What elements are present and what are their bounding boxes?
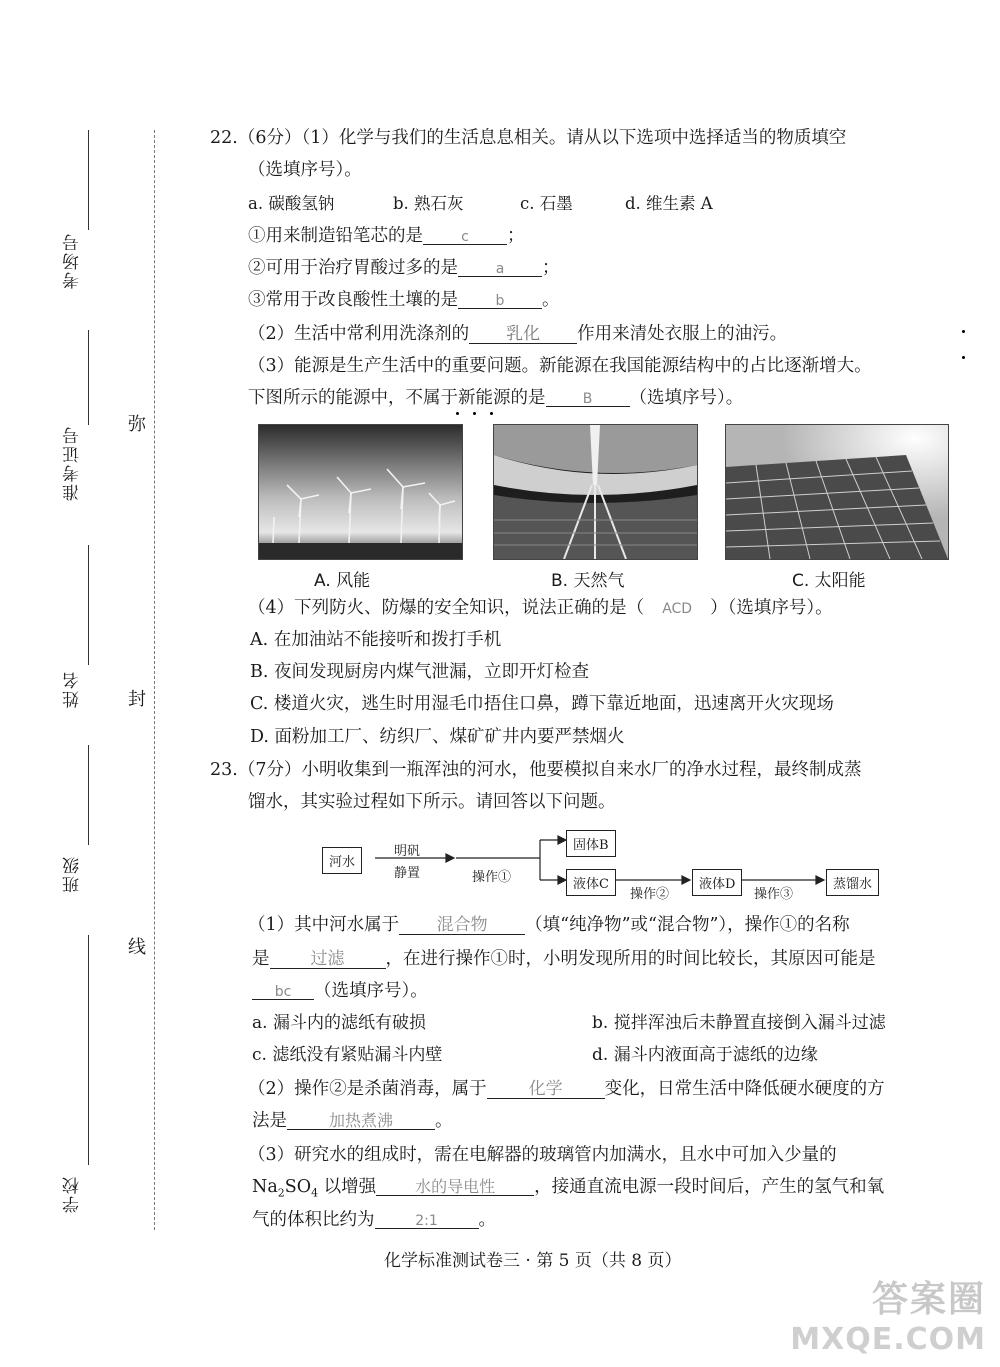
q22-1-item-1-text: ①用来制造铅笔芯的是 (248, 226, 423, 246)
class-line (88, 745, 89, 845)
q23-1c-text-end: （选填序号）。 (314, 981, 428, 1001)
q23-3-line-1: （3）研究水的组成时，需在电解器的玻璃管内加满水，且水中可加入少量的 (248, 1145, 837, 1165)
q22-1-item-2-end: ； (542, 258, 560, 278)
page-footer: 化学标准测试卷三 · 第 5 页（共 8 页） (384, 1251, 682, 1271)
scan-speck (962, 356, 965, 359)
q23-3b-text-end: 。 (478, 1210, 496, 1230)
q23-heading-2: 馏水，其实验过程如下所示。请回答以下问题。 (248, 792, 616, 812)
natural-gas-photo (493, 424, 698, 560)
flow-op1-label: 操作① (472, 870, 512, 885)
q22-option-d: d. 维生素 A (625, 194, 713, 213)
flow-river-water-box: 河水 (322, 847, 362, 874)
q23-option-a: a. 漏斗内的滤纸有破损 (252, 1013, 426, 1033)
flow-solid-b-box: 固体B (566, 830, 616, 857)
seal-char-feng: 封 (128, 689, 146, 710)
flow-op2-label: 操作② (630, 887, 670, 902)
q22-1-item-3-end: 。 (542, 290, 560, 310)
q22-option-b: b. 熟石灰 (393, 194, 464, 213)
school-line (88, 935, 89, 1165)
q22-heading: 22.（6分）（1）化学与我们的生活息息相关。请从以下选项中选择适当的物质填空 (210, 128, 847, 148)
caption-b: B. 天然气 (551, 571, 625, 591)
q23-1-answer[interactable]: 混合物 (399, 917, 525, 935)
caption-c: C. 太阳能 (792, 571, 866, 591)
emphasis-dot (490, 412, 493, 415)
q22-1-item-1-end: ； (507, 226, 525, 246)
name-label: 姓名 (63, 670, 83, 708)
pipeline-image (494, 425, 697, 559)
q23-2b-text: 法是 (252, 1111, 287, 1131)
name-line (88, 545, 89, 665)
q22-4-option-d: D. 面粉加工厂、纺织厂、煤矿矿井内要严禁烟火 (250, 727, 625, 747)
q23-3-answer[interactable]: 水的导电性 (376, 1179, 534, 1196)
q23-heading: 23.（7分）小明收集到一瓶浑浊的河水，他要模拟自来水厂的净水过程，最终制成蒸 (210, 760, 862, 780)
q23-3-formula-na: Na (252, 1177, 278, 1197)
flow-distilled-water-box: 蒸馏水 (826, 869, 879, 896)
q22-4-text: （4）下列防火、防爆的安全知识，说法正确的是（ (248, 598, 645, 618)
scan-speck (962, 330, 965, 333)
q23-2b-answer[interactable]: 加热煮沸 (287, 1113, 435, 1130)
q23-2-line-1 (248, 1081, 885, 1099)
emphasis-dot (456, 412, 459, 415)
q23-option-b: b. 搅拌浑浊后未静置直接倒入漏斗过滤 (592, 1013, 886, 1033)
q22-2 (248, 326, 787, 344)
q23-1-line-1 (248, 917, 850, 935)
flow-liquid-c-box: 液体C (566, 869, 616, 896)
flow-op3-label: 操作③ (754, 887, 794, 902)
q22-1-answer-2[interactable]: a (458, 262, 542, 277)
q22-4-option-a: A. 在加油站不能接听和拨打手机 (250, 630, 502, 650)
q23-1-text-end: （填“纯净物”或“混合物”），操作①的名称 (525, 915, 850, 935)
school-label: 学校 (63, 1175, 83, 1213)
q22-1-item-3-text: ③常用于改良酸性土壤的是 (248, 290, 458, 310)
seal-fold-line (154, 130, 155, 1230)
q22-4-option-b: B. 夜间发现厨房内煤气泄漏，立即开灯检查 (250, 662, 589, 682)
q22-heading-2: （选填序号）。 (248, 160, 362, 180)
q22-1-item-2 (248, 260, 560, 278)
q22-option-c: c. 石墨 (520, 194, 573, 213)
q23-option-c: c. 滤纸没有紧贴漏斗内壁 (252, 1045, 443, 1065)
flow-liquid-d-box: 液体D (692, 869, 742, 896)
watermark-logo (790, 1271, 986, 1357)
q22-1-item-1 (248, 228, 525, 246)
q22-4-option-c: C. 楼道火灾，逃生时用湿毛巾捂住口鼻，蹲下靠近地面，迅速离开火灾现场 (250, 694, 834, 714)
seal-char-mi: 弥 (128, 414, 146, 435)
solar-panel-image (726, 425, 948, 559)
admission-line (88, 330, 89, 425)
q23-1-line-2 (252, 951, 876, 969)
seal-char-xian: 线 (128, 937, 146, 958)
q22-4 (248, 600, 833, 618)
solar-energy-photo (725, 424, 949, 560)
q22-1-item-2-text: ②可用于治疗胃酸过多的是 (248, 258, 458, 278)
q23-option-d: d. 漏斗内液面高于滤纸的边缘 (592, 1045, 818, 1065)
q23-2-text: （2）操作②是杀菌消毒，属于 (248, 1079, 487, 1099)
q23-3-line-2 (252, 1179, 884, 1199)
q22-3-text-end: （选填序号）。 (629, 388, 744, 408)
q23-2-answer[interactable]: 化学 (487, 1081, 605, 1099)
q23-3-formula-so: SO (284, 1177, 312, 1197)
q23-1b-text-end: ，在进行操作①时，小明发现所用的时间比较长，其原因可能是 (385, 949, 876, 969)
q22-3-line-1: （3）能源是生产生活中的重要问题。新能源在我国能源结构中的占比逐渐增大。 (248, 356, 872, 376)
q23-3-text: 以增强 (323, 1177, 377, 1197)
q23-2b-text-end: 。 (435, 1111, 453, 1131)
admission-label: 准考证号 (63, 425, 83, 501)
q23-3b-answer[interactable]: 2:1 (375, 1214, 479, 1229)
flow-settle-label: 静置 (394, 866, 421, 881)
q23-2-text-end: 变化，日常生活中降低硬水硬度的方 (604, 1079, 885, 1099)
q22-3-answer[interactable]: B (546, 392, 630, 407)
q23-3-line-3 (252, 1212, 496, 1230)
flow-alum-label: 明矾 (394, 844, 421, 859)
q22-3-line-2 (248, 390, 743, 408)
class-label: 班级 (63, 855, 83, 893)
wind-energy-photo (258, 424, 463, 560)
watermark-logo-bottom: MXQE.COM (790, 1322, 986, 1357)
q23-1b-answer[interactable]: 过滤 (270, 951, 386, 969)
q23-3-formula-sub2: 4 (311, 1186, 319, 1200)
q22-2-text-end: 作用来清处衣服上的油污。 (577, 324, 788, 344)
q23-1-line-3 (252, 983, 428, 1001)
q22-3-text: 下图所示的能源中，不属于新能源的是 (248, 388, 546, 408)
q22-2-text: （2）生活中常利用洗涤剂的 (248, 324, 470, 344)
q23-1b-text: 是 (252, 949, 270, 969)
wind-turbines-image (259, 425, 462, 559)
q22-1-item-3 (248, 292, 560, 310)
q23-1c-answer[interactable]: bc (252, 985, 314, 1000)
q23-3-formula-sub1: 2 (277, 1186, 285, 1200)
q22-2-answer[interactable]: 乳化 (469, 326, 577, 344)
emphasis-dot (473, 412, 476, 415)
q23-3-text-end: ，接通直流电源一段时间后，产生的氢气和氧 (534, 1177, 885, 1197)
q23-1-text: （1）其中河水属于 (248, 915, 400, 935)
q23-2-line-2 (252, 1113, 453, 1131)
q22-1-answer-1[interactable]: c (423, 230, 507, 245)
q22-option-a: a. 碳酸氢钠 (248, 194, 335, 213)
q23-3b-text: 气的体积比约为 (252, 1210, 375, 1230)
q22-1-answer-3[interactable]: b (458, 294, 542, 309)
q22-4-text-end: ）（选填序号）。 (710, 598, 833, 618)
exam-room-line (88, 130, 89, 230)
q22-4-answer[interactable]: ACD (662, 601, 693, 617)
exam-room-label: 考场号 (63, 232, 83, 289)
caption-a: A. 风能 (314, 571, 371, 591)
watermark-logo-top: 答案圈 (871, 1279, 986, 1320)
